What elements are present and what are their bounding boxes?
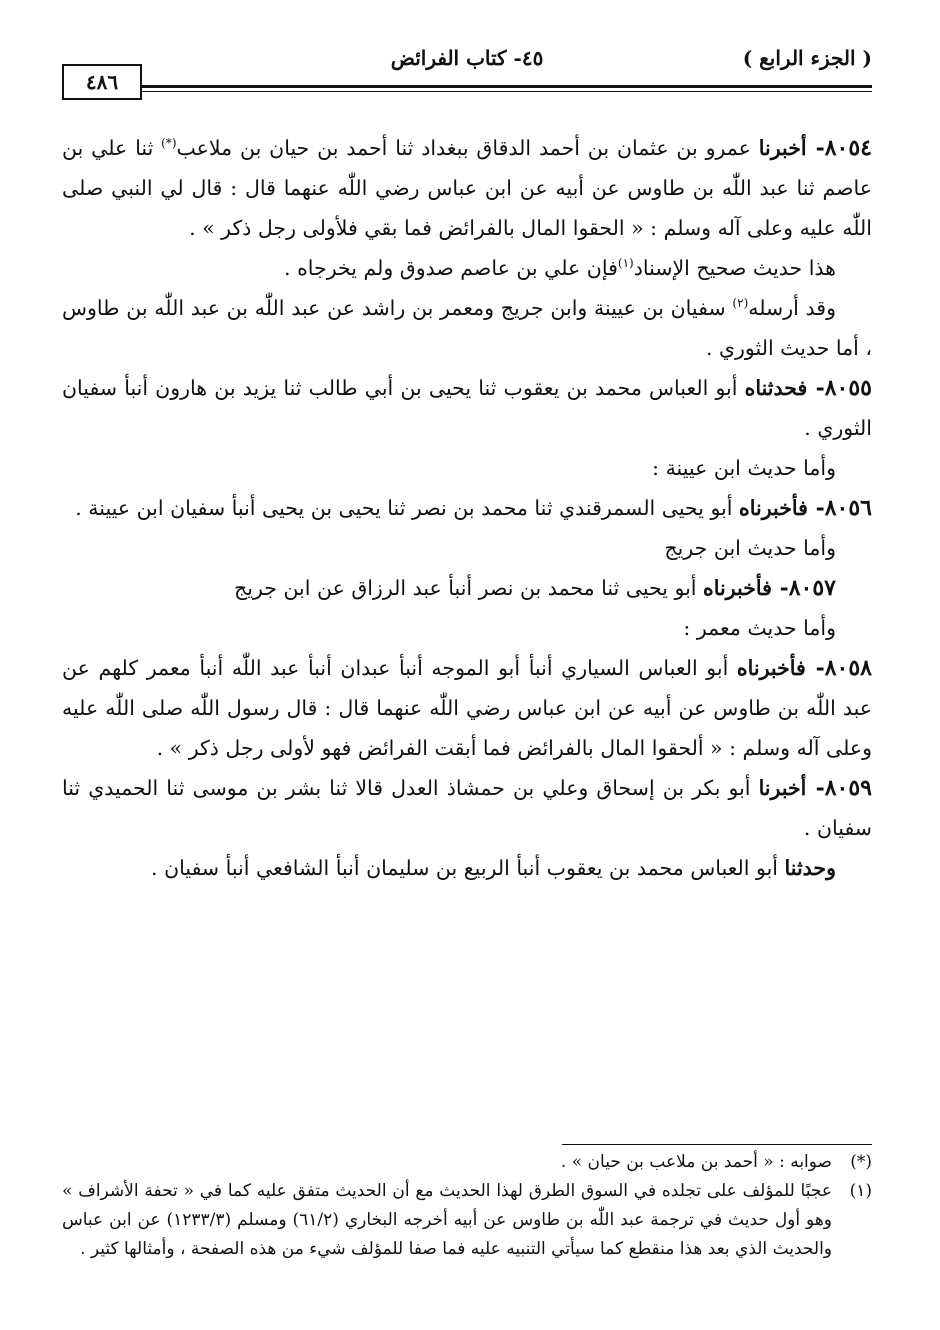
paragraph-text: هذا حديث صحيح الإسناد	[633, 256, 836, 280]
footnotes	[62, 1148, 872, 1264]
volume-label: ( الجزء الرابع )	[742, 46, 872, 70]
footnote	[62, 1177, 872, 1264]
header-rule-thin	[142, 91, 872, 92]
narration-lead: أخبرنا	[758, 776, 807, 800]
paragraph-text: عمرو بن عثمان بن أحمد الدقاق ببغداد ثنا أحمد بن حيان بن ملاعب	[176, 136, 759, 160]
footnote-mark: (١)	[849, 1181, 872, 1201]
footnote-ref[interactable]: (*)	[161, 136, 177, 151]
paragraph-text: أبو يحيى السمرقندي ثنا محمد بن نصر ثنا يحيى بن يحيى أنبأ سفيان ابن عيينة .	[75, 496, 740, 520]
paragraph-text: سفيان بن عيينة وابن جريج ومعمر بن راشد عن عبد اللّٰه بن عبد اللّٰه بن طاوس ، أما حديث الثوري .	[62, 296, 872, 360]
paragraph	[62, 528, 872, 568]
footnote-text: عجبًا للمؤلف على تجلده في السوق الطرق لهذا الحديث مع أن الحديث متفق عليه كما في « تحفة الأشراف » وهو أول حديث في ترجمة عبد اللّٰه بن طاوس عن أبيه أخرجه البخاري (٦١/٢) ومسلم (١٢٣٣/٣) عن ابن عباس والحديث الذي بعد هذا منقطع كما سيأتي التنبيه عليه فما صفا للمؤلف شيء من هذه الصفحة ، وأمثالها كثير .	[62, 1181, 833, 1259]
footnote-mark: (*)	[850, 1152, 872, 1172]
narration-lead: فأخبرناه	[736, 656, 806, 680]
paragraph	[62, 488, 872, 528]
paragraph-text: وأما حديث ابن عيينة :	[652, 456, 836, 480]
paragraph	[62, 608, 872, 648]
footnote	[62, 1148, 872, 1177]
narration-lead: أخبرنا	[758, 136, 807, 160]
main-text	[62, 128, 872, 888]
paragraph-text: وقد أرسله	[748, 296, 837, 320]
page-header	[62, 40, 872, 94]
paragraph-text: أبو بكر بن إسحاق وعلي بن حمشاذ العدل قالا ثنا بشر بن موسى ثنا الحميدي ثنا سفيان .	[62, 776, 872, 840]
paragraph	[62, 248, 872, 288]
paragraph-text: أبو العباس محمد بن يعقوب ثنا يحيى بن أبي طالب ثنا يزيد بن هارون أنبأ سفيان الثوري .	[62, 376, 872, 440]
footnote-text: صوابه : « أحمد بن ملاعب بن حيان » .	[560, 1152, 832, 1172]
header-rule	[142, 85, 872, 88]
paragraph-text: أبو العباس السياري أنبأ أبو الموجه أنبأ عبدان أنبأ عبد اللّٰه أنبأ معمر كلهم عن عبد اللّٰه بن طاوس عن أبيه عن ابن عباس رضي اللّٰه عنهما قال : قال رسول اللّٰه صلى اللّٰه عليه وعلى آله وسلم : « ألحقوا المال بالفرائض فما أبقت الفرائض فهو لأولى رجل ذكر » .	[62, 656, 872, 760]
hadith-number: ٨٠٥٨-	[805, 655, 872, 681]
hadith-number: ٨٠٥٥-	[807, 375, 872, 401]
footnote-separator	[562, 1144, 872, 1145]
footnote-ref[interactable]: (٢)	[732, 296, 749, 311]
paragraph-text: وأما حديث معمر :	[683, 616, 836, 640]
narration-lead: وحدثنا	[784, 856, 836, 880]
hadith-number: ٨٠٥٩-	[806, 775, 872, 801]
paragraph	[62, 128, 872, 248]
paragraph-text: وأما حديث ابن جريج	[664, 536, 836, 560]
narration-lead: فحدثناه	[744, 376, 808, 400]
hadith-number: ٨٠٥٤-	[806, 135, 872, 161]
paragraph	[62, 368, 872, 448]
paragraph	[62, 568, 872, 608]
page-number: ٤٨٦	[62, 64, 142, 100]
page	[62, 40, 872, 1300]
book-title: ٤٥- كتاب الفرائض	[390, 46, 544, 70]
hadith-number: ٨٠٥٦-	[807, 495, 872, 521]
footnote-ref[interactable]: (١)	[617, 256, 634, 271]
paragraph	[62, 768, 872, 848]
paragraph-text: أبو يحيى ثنا محمد بن نصر أنبأ عبد الرزاق عن ابن جريج	[234, 576, 704, 600]
paragraph	[62, 848, 872, 888]
paragraph	[62, 288, 872, 368]
narration-lead: فأخبرناه	[703, 576, 772, 600]
paragraph-text: أبو العباس محمد بن يعقوب أنبأ الربيع بن سليمان أنبأ الشافعي أنبأ سفيان .	[151, 856, 785, 880]
paragraph	[62, 648, 872, 768]
paragraph-text: فإن علي بن عاصم صدوق ولم يخرجاه .	[284, 256, 618, 280]
narration-lead: فأخبرناه	[739, 496, 808, 520]
paragraph	[62, 448, 872, 488]
hadith-number: ٨٠٥٧-	[771, 575, 836, 601]
paragraph-text: ثنا علي بن عاصم ثنا عبد اللّٰه بن طاوس عن أبيه عن ابن عباس رضي اللّٰه عنهما قال : قال لي النبي صلى اللّٰه عليه وعلى آله وسلم : « الحقوا المال بالفرائض فما بقي فلأولى رجل ذكر » .	[62, 136, 872, 240]
